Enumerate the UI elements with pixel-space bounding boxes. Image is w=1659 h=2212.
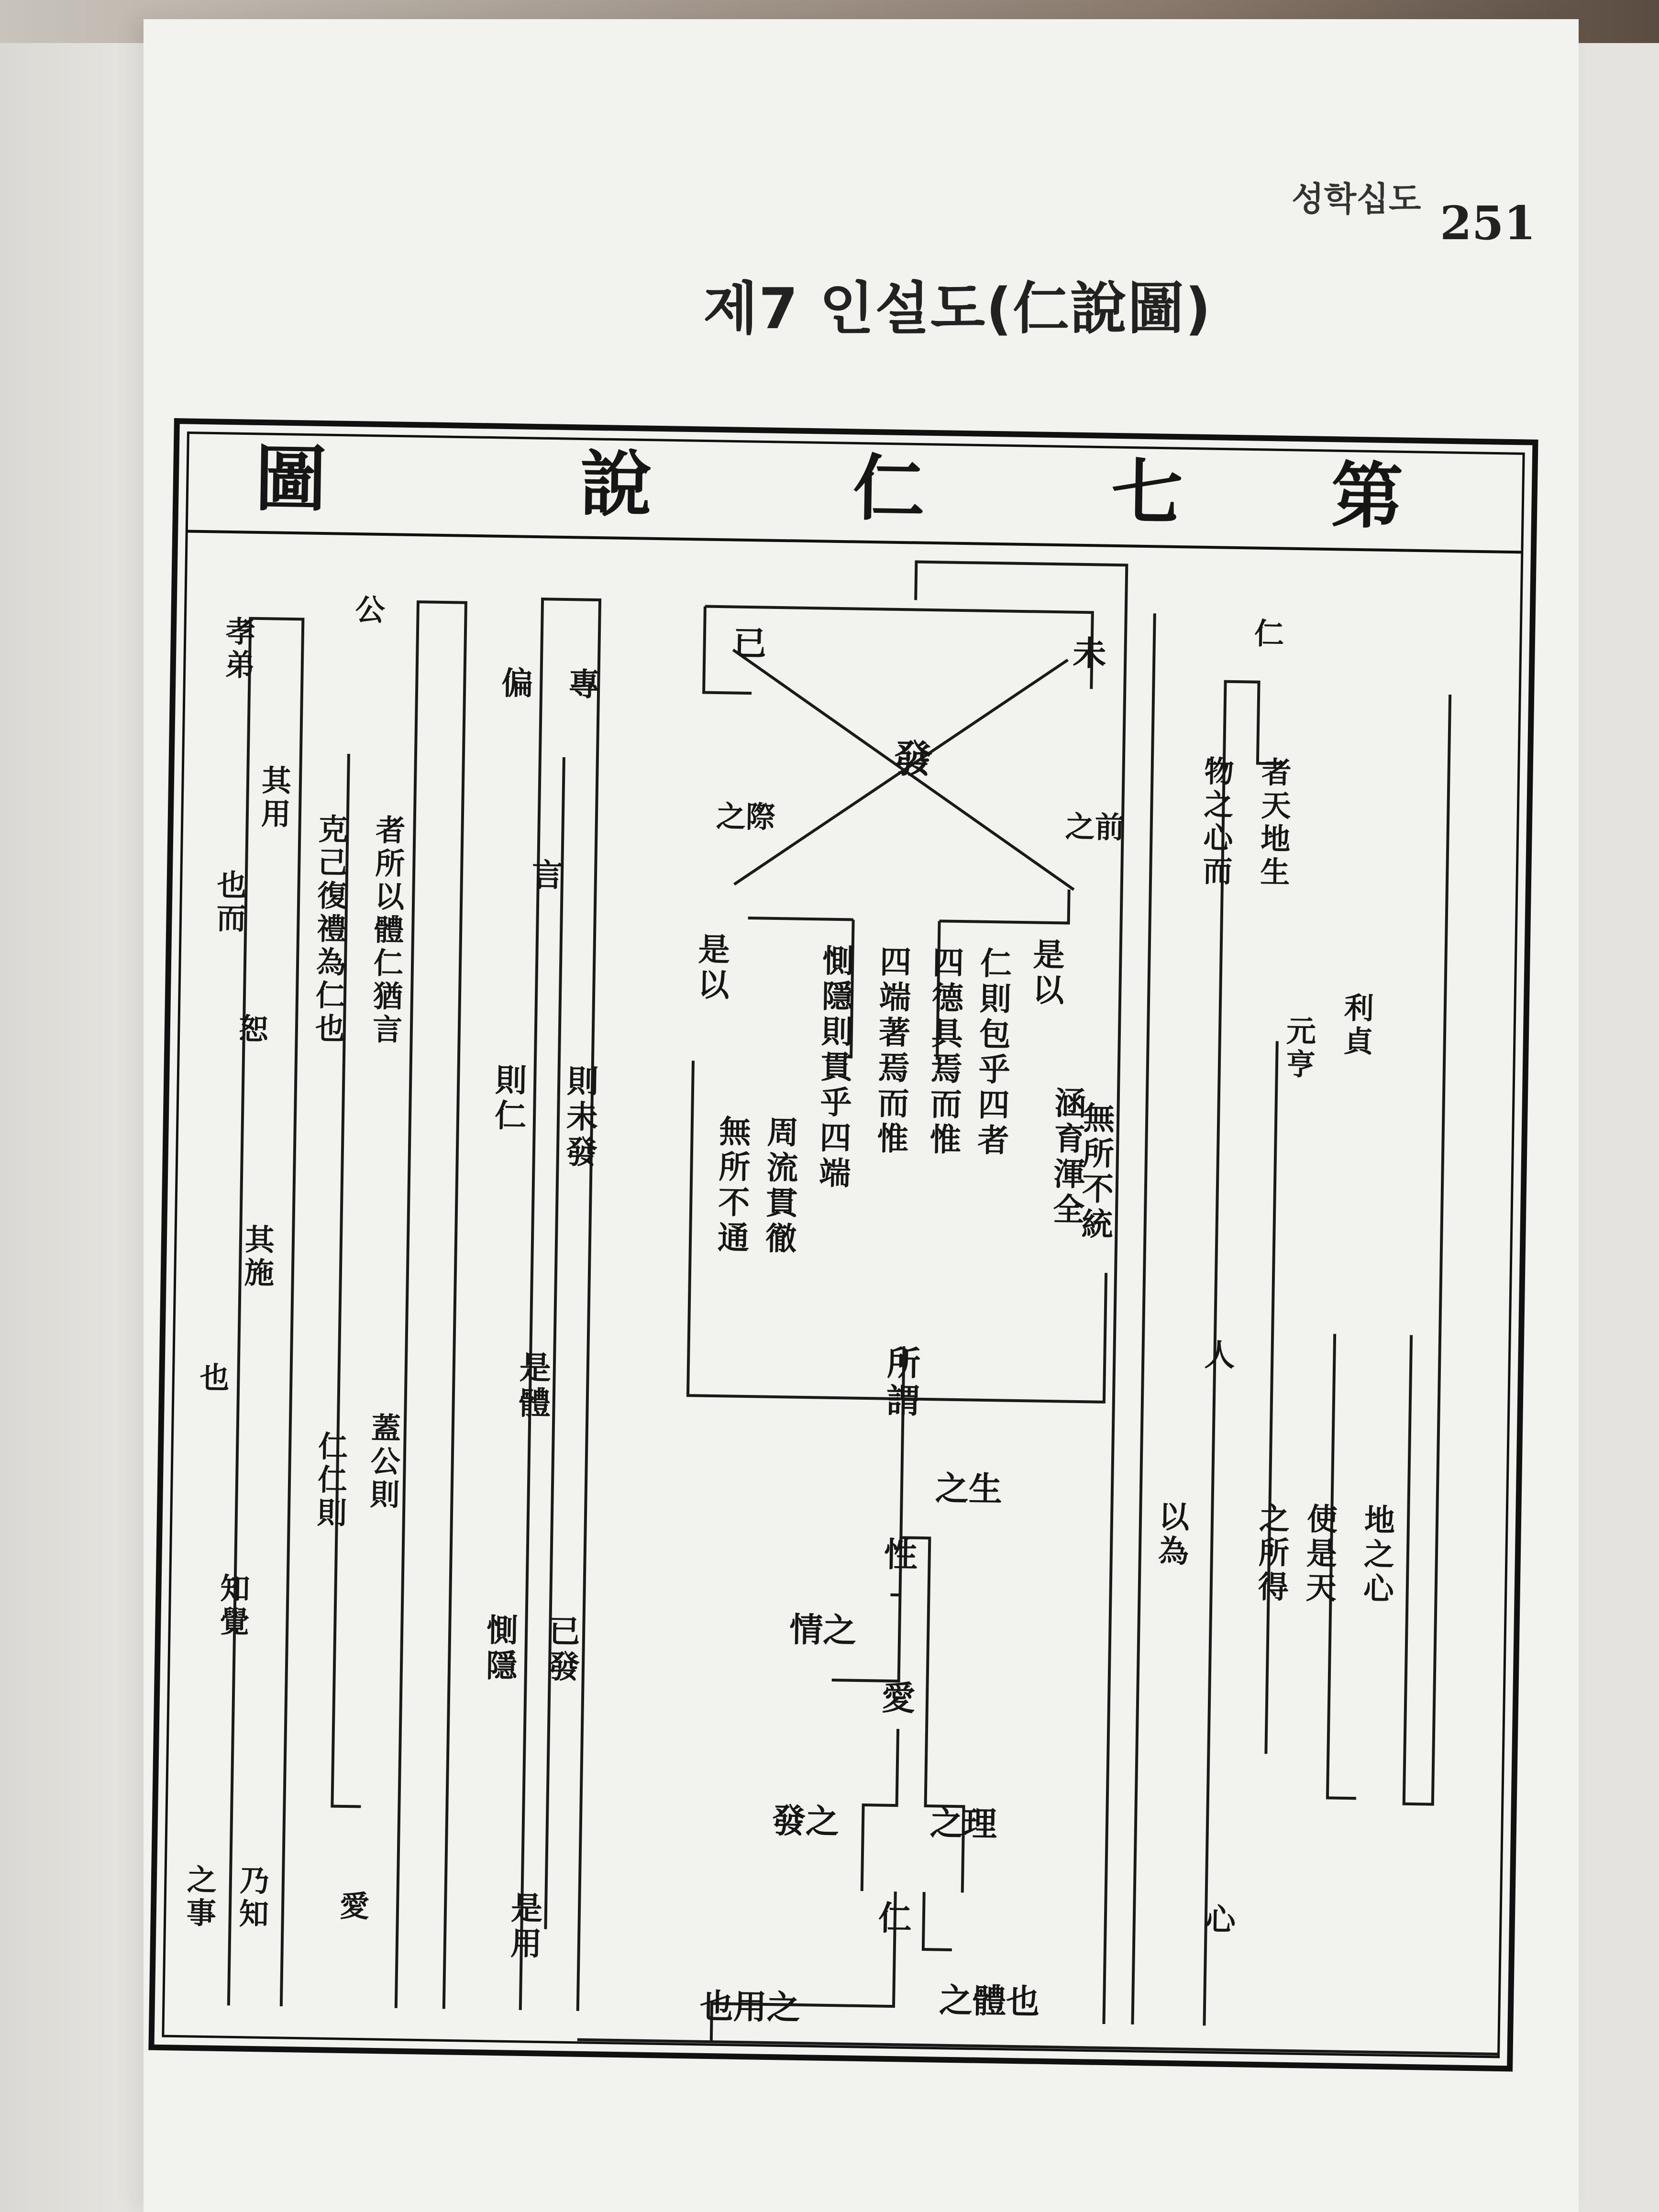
right-col1-text: 仁 (1254, 616, 1284, 652)
center-columns (694, 930, 1118, 1262)
diagram-plate (146, 416, 1540, 2074)
left-col3-text: 惻隱 (486, 1611, 519, 1685)
running-title: 성학십도 (1292, 179, 1421, 219)
center-column-text: 仁則包乎四者 (977, 944, 1012, 1160)
left-col1-text: 乃知 (239, 1863, 270, 1932)
left-col1-text: 孝弟 (225, 614, 256, 683)
left-col3-text: 則仁 (494, 1061, 527, 1135)
left-col1-text: 其施 (244, 1222, 275, 1291)
left-col3-text: 是用 (510, 1889, 543, 1963)
right-columns (1152, 615, 1410, 1940)
spine-text: 愛 (881, 1678, 916, 1718)
left-col3-text: 是體 (519, 1349, 552, 1422)
spine-text: 也用之 (699, 1986, 801, 2028)
inner-border (163, 433, 1524, 2057)
banner-rule (187, 531, 1522, 553)
right-col2-text: 使是天 (1305, 1501, 1338, 1606)
left-col3-text: 專 (568, 665, 600, 704)
left-col1-text: 之事 (186, 1862, 217, 1931)
center-column-text: 無所不統 (1081, 1099, 1115, 1243)
spine-text: 之生 (935, 1468, 1003, 1509)
center-spine (699, 1340, 1050, 2031)
center-column-text: 四德具焉而惟 (929, 944, 964, 1159)
left-col1-text: 知覺 (219, 1571, 251, 1640)
left-col2-text: 仁仁則 (317, 1429, 348, 1531)
right-col2-text: 地之心 (1363, 1502, 1395, 1607)
left-col2-text: 者所以體仁猶言 (372, 812, 406, 1048)
center-column-text: 惻隱則貫乎四端 (818, 942, 854, 1192)
label-wei: 未 (1072, 633, 1107, 674)
left-col3-text: 則未發 (565, 1062, 599, 1171)
left-col1-text: 其用 (261, 763, 292, 832)
center-column-text: 四端著焉而惟 (876, 943, 912, 1158)
center-column-text: 涵育渾全 (1052, 1084, 1087, 1228)
page-title: 제7 인설도(仁說圖) (703, 276, 1212, 342)
spine-text: 所謂 (886, 1343, 921, 1421)
center-column-text: 是以 (1032, 936, 1065, 1009)
left-col3-text: 已發 (548, 1612, 581, 1686)
left-col3-text: 偏 (501, 664, 533, 702)
connector-lines (228, 552, 1522, 2054)
page-number: 251 (1440, 196, 1536, 250)
banner-char: 說 (579, 442, 653, 527)
label-yi: 已 (733, 623, 767, 664)
outer-border (151, 421, 1535, 2068)
left-col2-text: 公 (355, 592, 386, 628)
label-zhiqian: 之前 (1065, 809, 1125, 845)
banner-char: 七 (1110, 450, 1184, 536)
left-col1-text: 也 (199, 1360, 230, 1396)
facing-page-edge (0, 0, 158, 2212)
spine-text: 性 (884, 1534, 918, 1575)
diagram-svg (146, 416, 1540, 2074)
spine-text: 情之 (789, 1609, 857, 1650)
right-col1-text: 者天地生 (1260, 754, 1292, 890)
label-fa: 發 (894, 736, 933, 782)
spine-text: 之體也 (939, 1980, 1040, 2022)
spine-text: 仁 (878, 1898, 912, 1938)
center-block (716, 623, 1128, 845)
left-col2-text: 蓋公則 (370, 1410, 401, 1513)
right-col2-text: 人 (1204, 1337, 1236, 1374)
left-col2-text: 愛 (339, 1888, 370, 1924)
right-col1-text: 物之心而 (1202, 753, 1235, 889)
label-zhiji: 之際 (716, 798, 776, 835)
banner-char: 第 (1330, 453, 1404, 539)
left-col3-text: 言 (531, 856, 564, 894)
left-col1-text: 恕 (238, 1011, 269, 1047)
banner-char: 圖 (254, 436, 328, 522)
spine-text: 發之 (772, 1801, 840, 1842)
left-col2-text: 克己復禮為仁也 (315, 811, 349, 1047)
banner-char: 仁 (852, 446, 926, 531)
book-page (144, 19, 1579, 2212)
spine-text: 之理 (929, 1803, 997, 1844)
left-col1-text: 也而 (216, 867, 247, 936)
right-col2-text: 以為 (1158, 1499, 1190, 1570)
center-column-text: 周流貫徹 (765, 1113, 799, 1258)
right-col1-text: 利貞 (1343, 990, 1374, 1060)
center-column-text: 無所不通 (717, 1113, 752, 1257)
right-col2-text: 之所得 (1258, 1500, 1290, 1606)
center-column-text: 是以 (697, 930, 730, 1004)
right-col2-text: 心 (1205, 1902, 1236, 1938)
right-col1-text: 元亨 (1285, 1013, 1316, 1083)
